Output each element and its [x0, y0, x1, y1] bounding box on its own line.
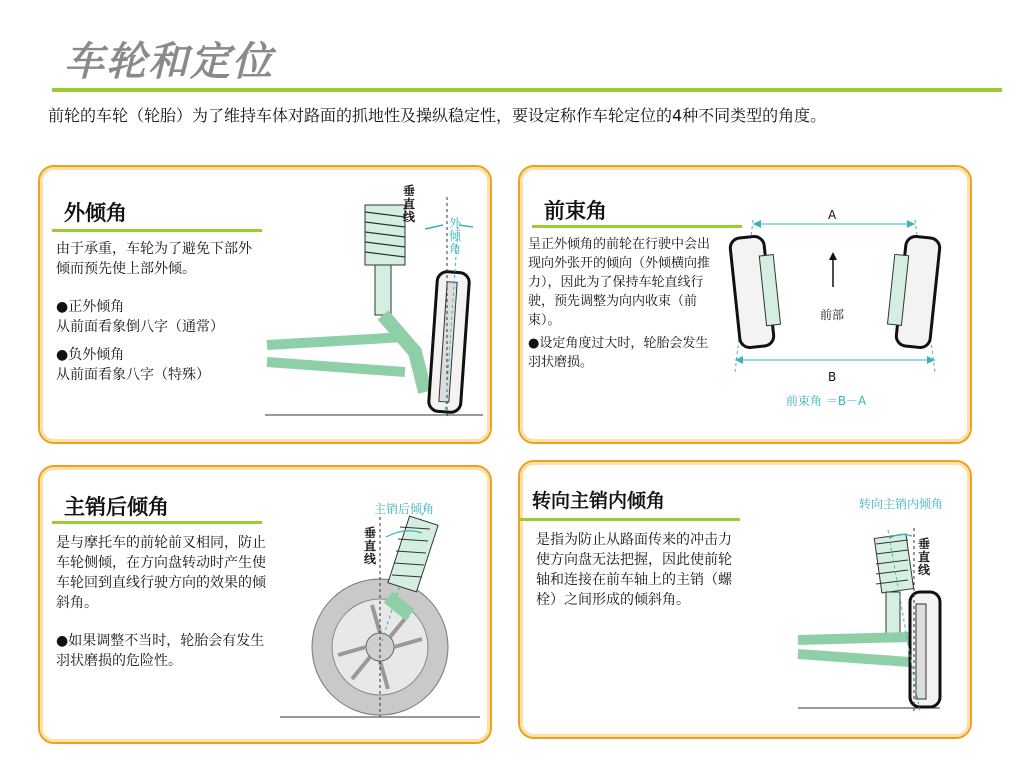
caster-vertical-label: 垂直线	[363, 526, 376, 566]
camber-title-rule	[52, 229, 262, 232]
kpi-desc: 是指为防止从路面传来的冲击力使方向盘无法把握，因此使前轮轴和连接在前车轴上的主销（螺栓）之间形成的倾斜角。	[536, 532, 732, 608]
toe-label-b: B	[828, 370, 837, 384]
intro-text: 前轮的车轮（轮胎）为了维持车体对路面的抓地性及操纵稳定性，要设定称作车轮定位的4种不同类型的角度。	[48, 106, 827, 125]
page-title: 车轮和定位	[64, 39, 274, 85]
kpi-title-rule	[520, 518, 740, 521]
toe-label-a: A	[828, 208, 837, 222]
camber-pos-title: ●正外倾角	[56, 299, 125, 315]
camber-desc: 由于承重，车轮为了避免下部外倾而预先使上部外倾。	[56, 241, 252, 277]
kpi-title: 转向主销内倾角	[532, 490, 666, 512]
camber-card	[38, 165, 492, 444]
camber-vertical-label: 垂直线	[402, 184, 415, 224]
camber-pos-desc: 从前面看象倒八字（通常）	[56, 319, 224, 335]
toe-title: 前束角	[544, 199, 607, 223]
toe-title-rule	[532, 225, 742, 228]
toe-wheels-illustration	[725, 202, 965, 402]
caster-title: 主销后倾角	[64, 495, 169, 519]
toe-desc: 呈正外倾角的前轮在行驶中会出现向外张开的倾向（外倾横向推力），因此为了保持车轮直线行驶，预先调整为向内收束（前束）。	[528, 237, 711, 328]
kpi-card	[518, 460, 972, 739]
kpi-angle-label: 转向主销内倾角	[858, 497, 943, 511]
camber-text	[56, 239, 256, 385]
caster-text	[56, 533, 278, 671]
caster-wheel-illustration	[280, 497, 485, 727]
toe-label-front: 前部	[820, 308, 845, 322]
toe-note: ●设定角度过大时，轮胎会发生羽状磨损。	[528, 336, 709, 370]
kpi-suspension-illustration	[790, 522, 965, 722]
toe-formula: 前束角 ＝B－A	[786, 394, 867, 408]
kpi-vertical-label: 垂直线	[917, 537, 930, 577]
toe-text	[528, 235, 720, 372]
toe-card	[518, 165, 972, 444]
title-divider	[52, 88, 1002, 92]
caster-title-rule	[52, 521, 262, 524]
kpi-text	[536, 530, 732, 610]
camber-neg-desc: 从前面看象八字（特殊）	[56, 367, 210, 383]
camber-title: 外倾角	[64, 201, 127, 225]
caster-note: ●如果调整不当时，轮胎会有发生羽状磨损的危险性。	[56, 633, 265, 669]
caster-angle-label: 主销后倾角	[374, 502, 435, 516]
camber-neg-title: ●负外倾角	[56, 347, 125, 363]
camber-angle-label: 外倾角	[448, 216, 461, 256]
caster-card	[38, 465, 492, 744]
caster-desc: 是与摩托车的前轮前叉相同，防止车轮侧倾，在方向盘转动时产生使车轮回到直线行驶方向的效果的倾斜角。	[56, 535, 266, 611]
